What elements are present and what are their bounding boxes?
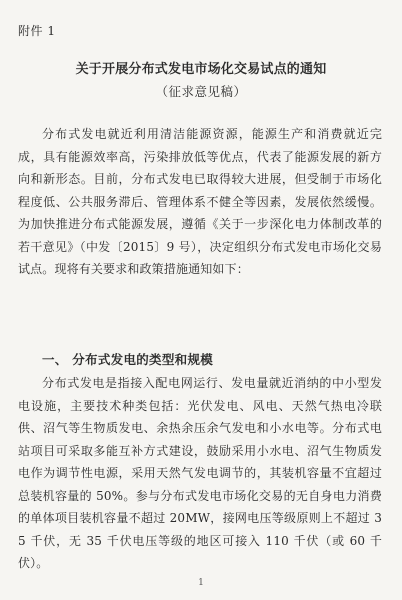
page-number: 1 xyxy=(198,578,204,588)
section-heading: 一、 分布式发电的类型和规模 xyxy=(42,352,214,367)
document-title: 关于开展分布式发电市场化交易试点的通知 xyxy=(75,62,327,77)
section-paragraph: 分布式发电是指接入配电网运行、发电量就近消纳的中小型发电设施，主要技术种类包括：光伏发电、风电、天然气热电冷联供、沼气等生物质发电、余热余压余气发电和小水电等。分布式电站项目可采取多能互补方式建设，鼓励采用小水电、沼气生物质发电作为调节性电源，采用天然气发电调节的，其装机容量不宜超过总装机容量的 50%。参与分布式发电市场化交易的无自身电力消费的单体项目装机容量不超过 20MW，接网电压等级原则上不超过 35 千伏，无 35 千伏电压等级的地区可接入 110 千伏（或 60 千伏）。 xyxy=(18,376,382,570)
document-subtitle: （征求意见稿） xyxy=(155,84,247,99)
intro-paragraph: 分布式发电就近利用清洁能源资源，能源生产和消费就近完成，具有能源效率高，污染排放低等优点，代表了能源发展的新方向和新形态。目前，分布式发电已取得较大进展，但受制于市场化程度低、公共服务滞后、管理体系不健全等因素，发展依然缓慢。为加快推进分布式能源发展，遵循《关于一步深化电力体制改革的若干意见》（中发〔2015〕9 号），决定组织分布式发电市场化交易试点。现将有关要求和政策措施通知如下： xyxy=(18,127,382,276)
attachment-label: 附件 1 xyxy=(18,24,56,38)
